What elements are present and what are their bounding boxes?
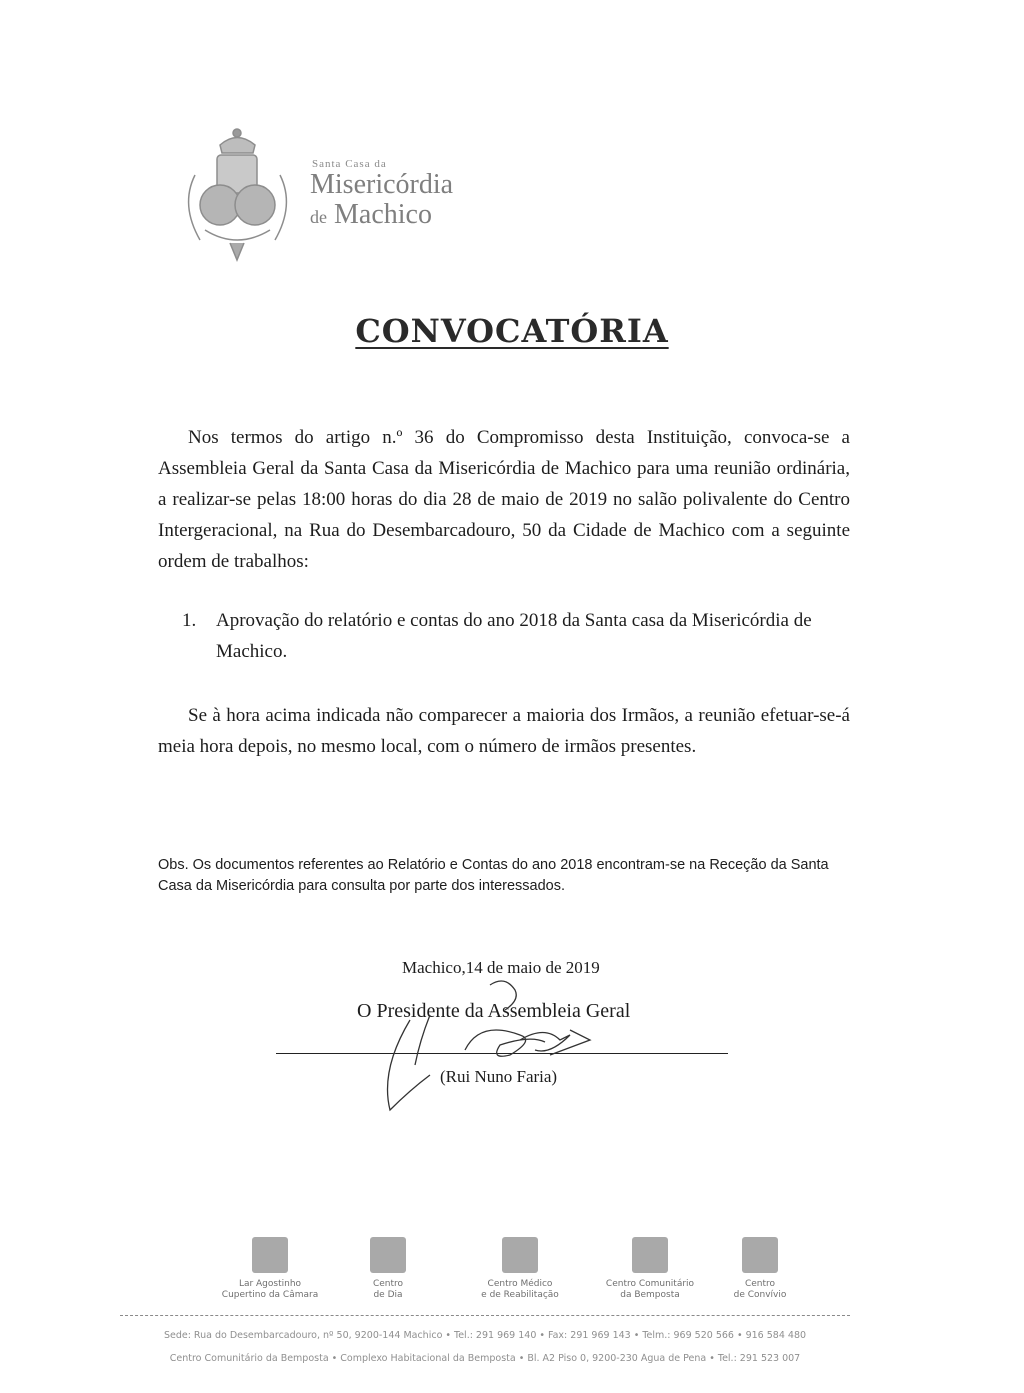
centro-comunitario-logo-icon (632, 1237, 668, 1273)
org-name-line1: Misericórdia (310, 169, 454, 200)
footer-logo-centro-dia (333, 1237, 443, 1301)
org-name-de: de (310, 207, 327, 227)
signatory-role: O Presidente da Assembleia Geral (357, 1000, 631, 1022)
paragraph-convocation: Nos termos do artigo n.º 36 do Compromisso desta Instituição, convoca-se a Assembleia Geral da Santa Casa da Misericórdia de Machico para uma reunião ordinária, a realizar-se pelas 18:00 horas do dia 28 de maio de 2019 no salão polivalente do Centro Intergeracional, na Rua do Desembarcadouro, 50 da Cidade de Machico com a seguinte ordem de trabalhos: (158, 427, 850, 572)
centro-dia-logo-icon (370, 1237, 406, 1273)
agenda-item-text: Aprovação do relatório e contas do ano 2018 da Santa casa da Misericórdia de Machico. (216, 610, 812, 662)
organization-name (310, 158, 453, 232)
lar-logo-icon (252, 1237, 288, 1273)
footer-address-line1: Sede: Rua do Desembarcadouro, nº 50, 9200-144 Machico • Tel.: 291 969 140 • Fax: 291 969 143 • Telm.: 969 520 566 • 916 584 480 (163, 1330, 807, 1341)
document-title-text: CONVOCATÓRIA (355, 312, 669, 350)
org-name-line2 (310, 200, 453, 232)
logo-label-line2: e de Reabilitação (481, 1290, 559, 1300)
logo-label-line1: Centro Comunitário (605, 1279, 695, 1289)
org-small-line: Santa Casa da (312, 158, 387, 170)
logo-label-line1: Lar Agostinho (238, 1279, 302, 1289)
logo-label-line1: Centro (372, 1279, 404, 1289)
footer-address-line2: Centro Comunitário da Bemposta • Complexo Habitacional da Bemposta • Bl. A2 Piso 0, 9200-230 Água de Pena • Tel.: 291 523 007 (169, 1353, 801, 1364)
logo-label-line2: Cupertino da Câmara (221, 1290, 319, 1300)
place-date: Machico,14 de maio de 2019 (402, 958, 600, 977)
logo-label-line2: de Convívio (733, 1290, 787, 1300)
footer-logo-centro-convivio (705, 1237, 815, 1301)
logo-label-line2: da Bemposta (620, 1290, 680, 1300)
signatory-name: (Rui Nuno Faria) (440, 1067, 558, 1086)
agenda-item-number: 1. (182, 610, 197, 631)
handwritten-signature-icon (370, 980, 670, 1120)
observation-note: Obs. Os documentos referentes ao Relatório e Contas do ano 2018 encontram-se na Receção da Santa Casa da Misericórdia para consulta por parte dos interessados. (158, 857, 829, 894)
footer-logo-lar (215, 1237, 325, 1301)
logo-label-line1: Centro Médico (487, 1279, 553, 1289)
org-name-machico: Machico (334, 199, 432, 230)
centro-convivio-logo-icon (742, 1237, 778, 1273)
footer-logo-centro-comunitario (595, 1237, 705, 1301)
crest-logo-icon (175, 125, 300, 265)
footer-divider (120, 1315, 850, 1316)
footer-logo-centro-medico (465, 1237, 575, 1301)
centro-medico-logo-icon (502, 1237, 538, 1273)
paragraph-quorum: Se à hora acima indicada não comparecer a maioria dos Irmãos, a reunião efetuar-se-á meia hora depois, no mesmo local, com o número de irmãos presentes. (158, 705, 850, 757)
logo-label-line2: de Dia (373, 1290, 403, 1300)
logo-label-line1: Centro (744, 1279, 776, 1289)
footer-logos (215, 1237, 815, 1307)
document-title (0, 312, 1024, 350)
